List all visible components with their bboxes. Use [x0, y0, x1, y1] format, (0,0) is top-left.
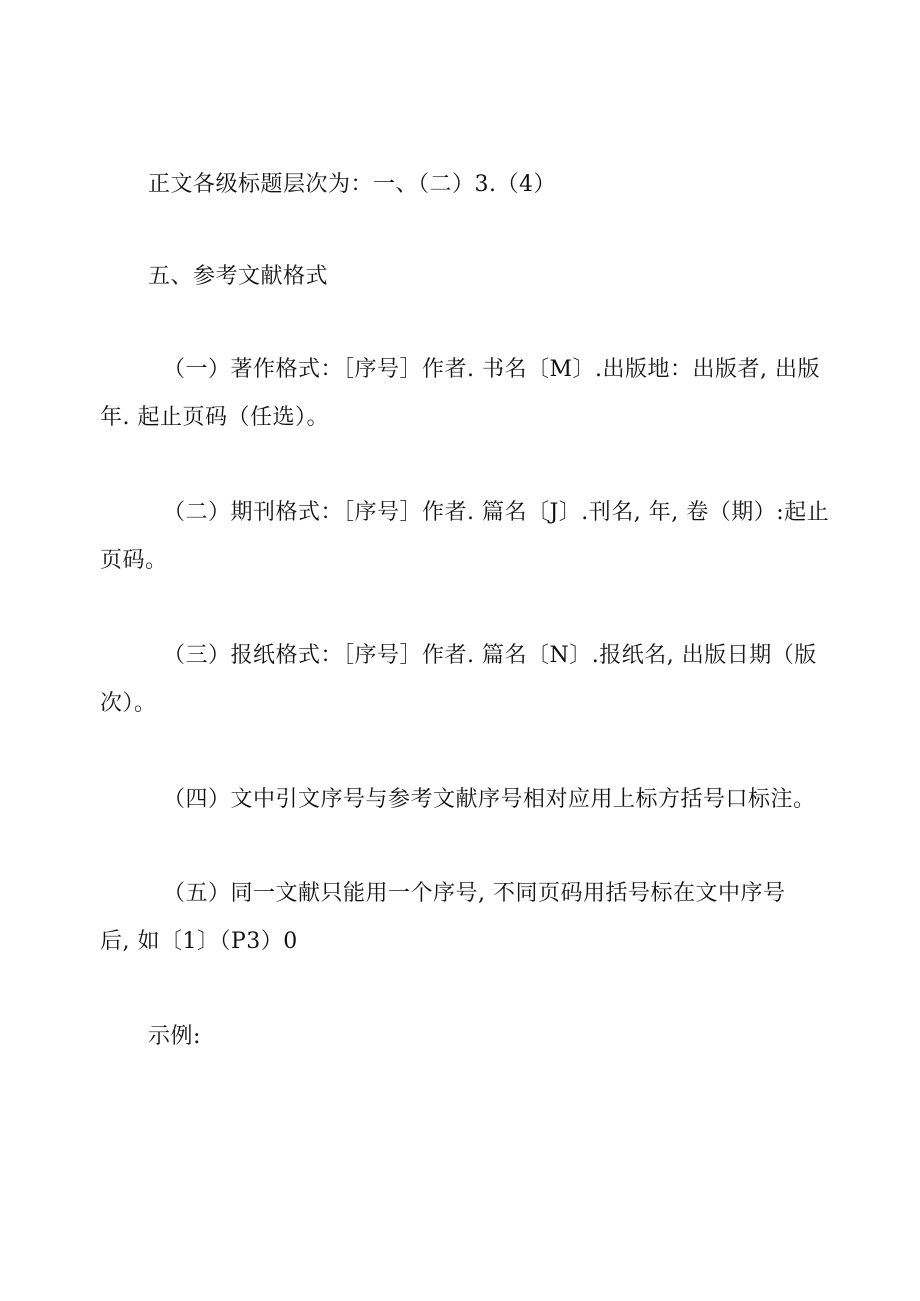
newspaper-format-line-2: 次）。 — [100, 691, 157, 716]
newspaper-format-line-1: （三）报纸格式：［序号］作者. 篇名〔N〕.报纸名, 出版日期（版 — [163, 643, 817, 668]
same-source-line-2: 后, 如〔1〕（P3）0 — [100, 929, 298, 954]
example-label: 示例: — [148, 1024, 201, 1049]
citation-rule-line: （四）文中引文序号与参考文献序号相对应用上标方括号口标注。 — [163, 787, 816, 812]
journal-format-line-1: （二）期刊格式：［序号］作者. 篇名〔J〕.刊名, 年, 卷（期）:起止 — [163, 500, 830, 525]
heading-levels-line: 正文各级标题层次为：一、（二）3.（4） — [148, 172, 556, 197]
book-format-line-1: （一）著作格式：［序号］作者. 书名〔M〕.出版地：出版者, 出版 — [163, 357, 820, 382]
same-source-line-1: （五）同一文献只能用一个序号, 不同页码用括号标在文中序号 — [163, 881, 786, 906]
journal-format-line-2: 页码。 — [100, 548, 168, 573]
book-format-line-2: 年. 起止页码（任选）。 — [100, 405, 329, 430]
section-five-title: 五、参考文献格式 — [148, 264, 329, 289]
